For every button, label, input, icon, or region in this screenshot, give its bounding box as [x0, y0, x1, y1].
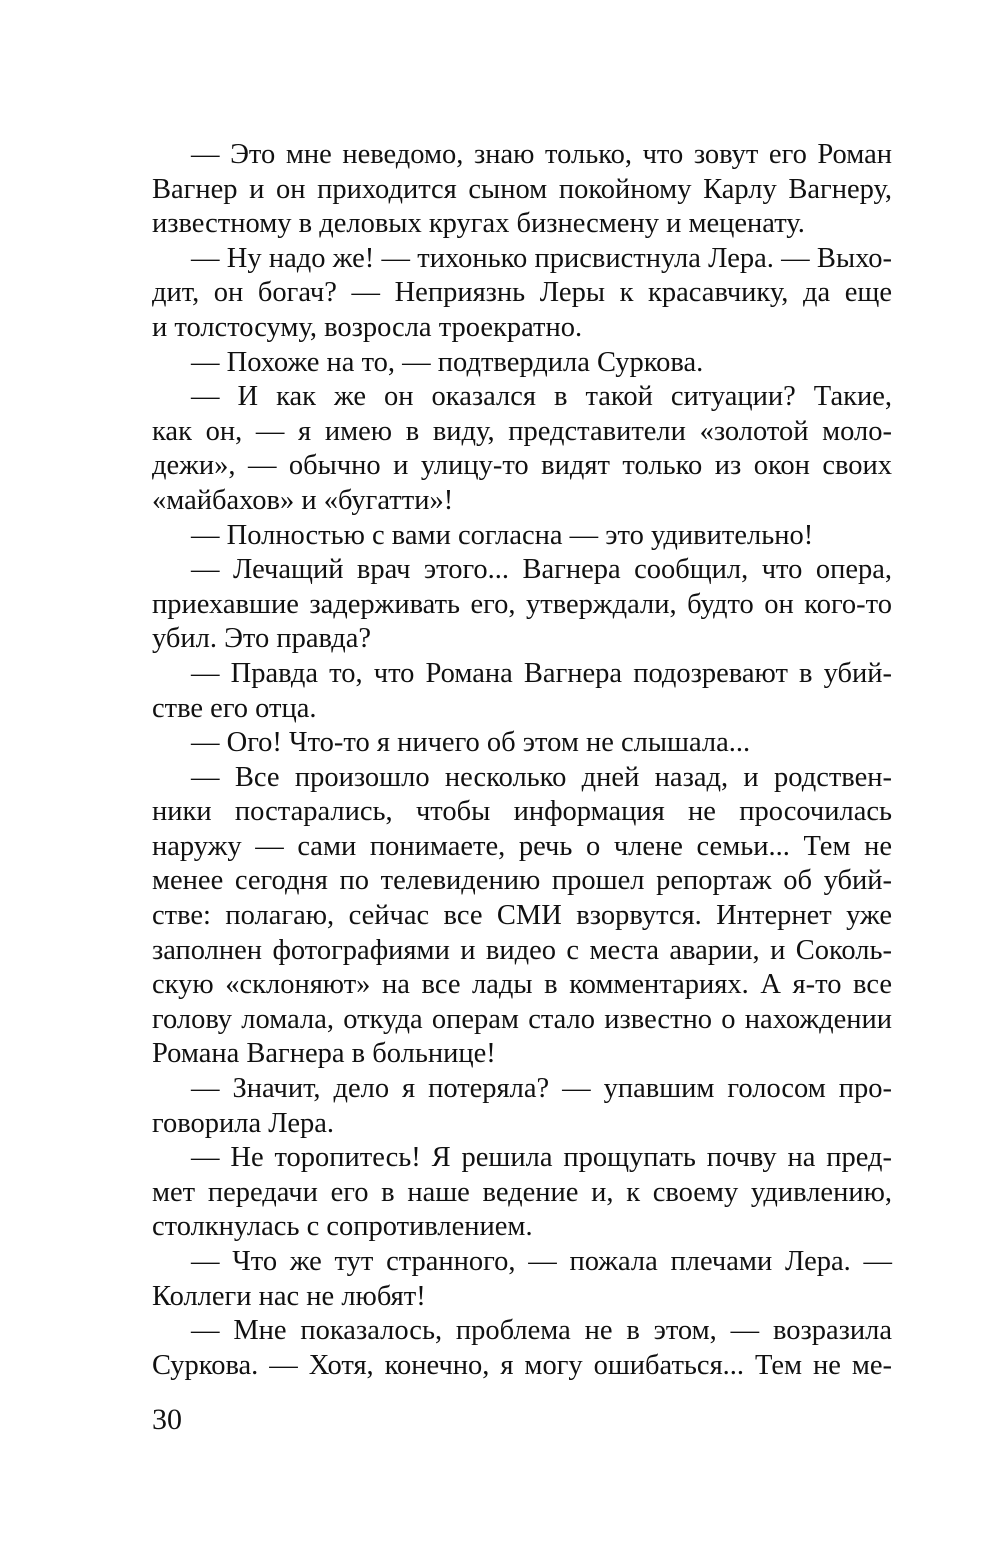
text-line: — Все произошло несколько дней назад, и родствен- — [191, 761, 892, 793]
text-line: как он, — я имею в виду, представители «золотой моло- — [152, 415, 892, 447]
page-number: 30 — [152, 1403, 182, 1436]
text-line: — Это мне неведомо, знаю только, что зовут его Роман — [191, 139, 892, 170]
text-line: известному в деловых кругах бизнесмену и меценату. — [152, 208, 805, 240]
paragraph — [152, 519, 892, 554]
page-body-text — [152, 138, 892, 1383]
text-line: и толстосуму, возросла троекратно. — [152, 311, 583, 343]
text-line: — Ну надо же! — тихонько присвистнула Лера. — Выхо- — [191, 242, 892, 274]
text-line: — Ого! Что-то я ничего об этом не слышала... — [191, 727, 751, 759]
paragraph — [152, 761, 892, 1072]
text-line: стве его отца. — [152, 692, 317, 724]
text-line: — Правда то, что Романа Вагнера подозревают в убий- — [191, 657, 892, 689]
text-line: ники постарались, чтобы информация не просочилась — [152, 796, 892, 828]
text-line: Романа Вагнера в больнице! — [152, 1038, 496, 1070]
text-line: менее сегодня по телевидению прошел репортаж об убий- — [152, 865, 892, 897]
text-line: скую «склоняют» на все лады в комментариях. А я-то все — [152, 969, 892, 1001]
paragraph — [152, 242, 892, 346]
paragraph — [152, 1245, 892, 1314]
text-line: — Не торопитесь! Я решила прощупать почву на пред- — [191, 1142, 892, 1174]
paragraph — [152, 346, 892, 381]
paragraph — [152, 138, 892, 242]
text-line: — Похоже на то, — подтвердила Суркова. — [191, 346, 704, 378]
text-line: — Лечащий врач этого... Вагнера сообщил, что опера, — [191, 554, 892, 586]
text-line: стве: полагаю, сейчас все СМИ взорвутся. Интернет уже — [152, 900, 892, 932]
text-line: — Полностью с вами согласна — это удивительно! — [191, 519, 814, 551]
text-line: дит, он богач? — Неприязнь Леры к красавчику, да еще — [152, 277, 892, 309]
text-line: говорила Лера. — [152, 1107, 335, 1139]
text-line: — И как же он оказался в такой ситуации? Такие, — [191, 381, 892, 413]
text-line: заполнен фотографиями и видео с места аварии, и Соколь- — [152, 934, 892, 966]
text-line: мет передачи его в наше ведение и, к своему удивлению, — [152, 1176, 892, 1208]
text-line: убил. Это правда? — [152, 623, 372, 655]
paragraph — [152, 1072, 892, 1141]
paragraph — [152, 380, 892, 518]
text-line: — Мне показалось, проблема не в этом, — возразила — [191, 1315, 892, 1347]
paragraph — [152, 657, 892, 726]
text-line: столкнулась с сопротивлением. — [152, 1211, 533, 1243]
text-line: «майбахов» и «бугатти»! — [152, 484, 454, 516]
text-line: — Что же тут странного, — пожала плечами Лера. — — [191, 1246, 892, 1277]
text-line: приехавшие задерживать его, утверждали, будто он кого-то — [152, 588, 892, 620]
paragraph — [152, 1141, 892, 1245]
paragraph — [152, 553, 892, 657]
text-line: Вагнер и он приходится сыном покойному Карлу Вагнеру, — [152, 173, 892, 205]
text-line: Суркова. — Хотя, конечно, я могу ошибаться... Тем не ме- — [152, 1349, 892, 1381]
text-line: — Значит, дело я потеряла? — упавшим голосом про- — [191, 1073, 892, 1105]
text-line: Коллеги нас не любят! — [152, 1280, 426, 1312]
text-line: голову ломала, откуда операм стало известно о нахождении — [152, 1003, 892, 1035]
text-line: наружу — сами понимаете, речь о члене семьи... Тем не — [152, 830, 892, 862]
paragraph — [152, 1314, 892, 1383]
text-line: дежи», — обычно и улицу-то видят только из окон своих — [152, 450, 892, 482]
paragraph — [152, 726, 892, 761]
